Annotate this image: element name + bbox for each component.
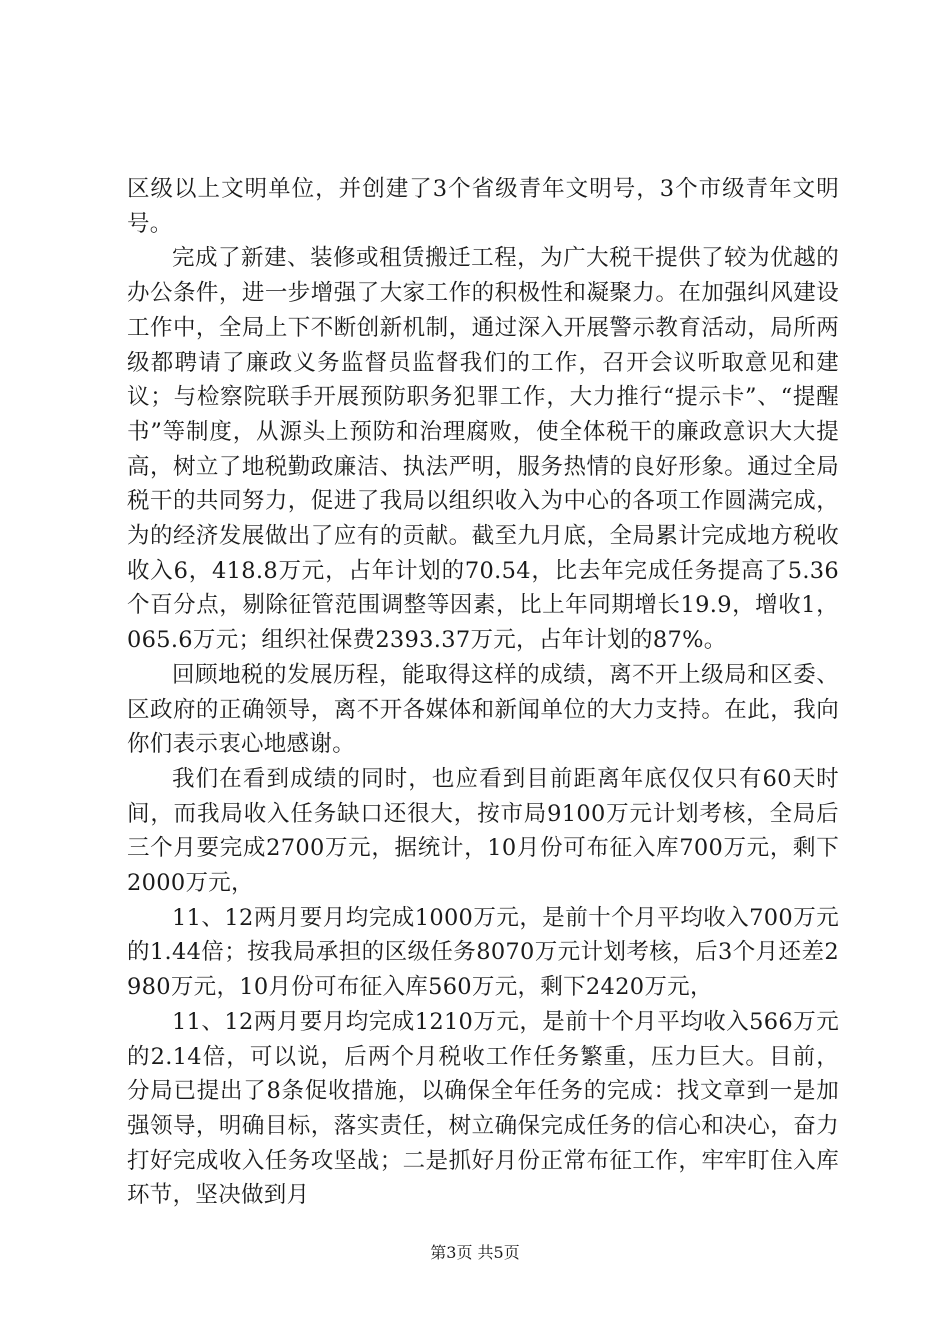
paragraph-4: 我们在看到成绩的同时，也应看到目前距离年底仅仅只有60天时间，而我局收入任务缺口还很大，按市局9100万元计划考核，全局后三个月要完成2700万元，据统计，10月份可布征入库700万元，剩下2000万元，: [127, 765, 839, 897]
paragraph-3: 回顾地税的发展历程，能取得这样的成绩，离不开上级局和区委、区政府的正确领导，离不开各媒体和新闻单位的大力支持。在此，我向你们表示衷心地感谢。: [127, 661, 839, 758]
page-footer: 第3页 共5页: [430, 1243, 520, 1262]
paragraph-2: 完成了新建、装修或租赁搬迁工程，为广大税干提供了较为优越的办公条件，进一步增强了大家工作的积极性和凝聚力。在加强纠风建设工作中，全局上下不断创新机制，通过深入开展警示教育活动，局所两级都聘请了廉政义务监督员监督我们的工作，召开会议听取意见和建议；与检察院联手开展预防职务犯罪工作，大力推行“提示卡”、“提醒书”等制度，从源头上预防和治理腐败，使全体税干的廉政意识大大提高，树立了地税勤政廉洁、执法严明，服务热情的良好形象。通过全局税干的共同努力，促进了我局以组织收入为中心的各项工作圆满完成，为的经济发展做出了应有的贡献。截至九月底，全局累计完成地方税收收入6，418.8万元，占年计划的70.54，比去年完成任务提高了5.36个百分点，剔除征管范围调整等因素，比上年同期增长19.9，增收1，065.6万元；组织社保费2393.37万元，占年计划的87%。: [127, 245, 839, 654]
paragraph-5: 11、12两月要月均完成1000万元，是前十个月平均收入700万元的1.44倍；按我局承担的区级任务8070万元计划考核，后3个月还差2980万元，10月份可布征入库560万元，剩下2420万元，: [127, 904, 839, 1001]
paragraph-1: 区级以上文明单位，并创建了3个省级青年文明号，3个市级青年文明号。: [127, 176, 839, 237]
document-body: [127, 172, 839, 1213]
paragraph-6: 11、12两月要月均完成1210万元，是前十个月平均收入566万元的2.14倍，可以说，后两个月税收工作任务繁重，压力巨大。目前，分局已提出了8条促收措施，以确保全年任务的完成：找文章到一是加强领导，明确目标，落实责任，树立确保完成任务的信心和决心，奋力打好完成收入任务攻坚战；二是抓好月份正常布征工作，牢牢盯住入库环节，坚决做到月: [127, 1008, 839, 1209]
